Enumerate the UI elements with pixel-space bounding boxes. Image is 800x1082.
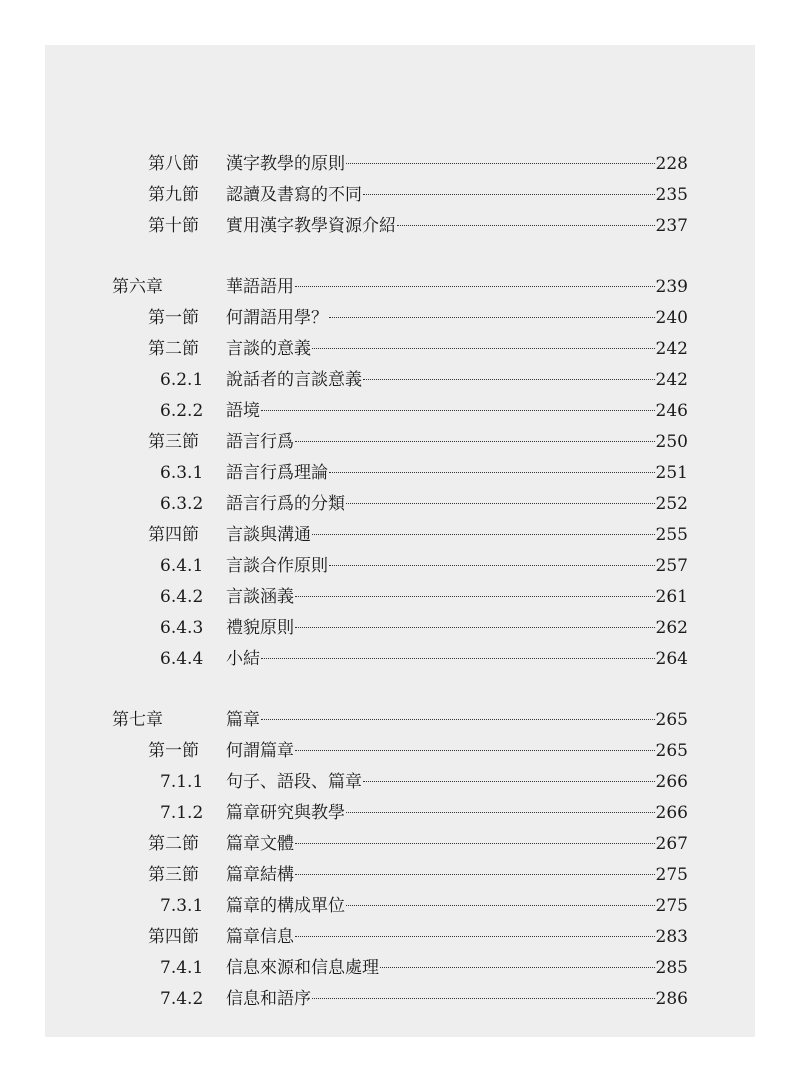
toc-entry-ch[interactable] [45, 705, 755, 736]
toc-entry-number: 第三節 [148, 432, 199, 452]
toc-entry-number: 6.4.4 [160, 649, 204, 669]
toc-entry-number: 7.4.2 [160, 989, 204, 1009]
toc-entry-title: 篇章的構成單位 [226, 896, 345, 916]
toc-entry-title: 語言行爲 [226, 432, 294, 452]
dot-leader [363, 379, 655, 380]
toc-entry-number: 第一節 [148, 741, 199, 761]
toc-entry-page-number: 237 [655, 216, 688, 236]
toc-entry-line [226, 798, 688, 829]
dot-leader [329, 565, 655, 566]
dot-leader [295, 286, 655, 287]
toc-entry-title: 篇章 [226, 710, 260, 730]
dot-leader [261, 410, 655, 411]
toc-entry-sec[interactable] [45, 303, 755, 334]
toc-entry-page-number: 266 [655, 772, 688, 792]
dot-leader [261, 719, 655, 720]
toc-entry-page-number: 265 [655, 741, 688, 761]
dot-leader [295, 874, 655, 875]
toc-entry-title: 華語語用 [226, 277, 294, 297]
toc-entry-number: 7.3.1 [160, 896, 204, 916]
toc-entry-sub[interactable] [45, 365, 755, 396]
dot-leader [295, 843, 655, 844]
book-page [45, 45, 755, 1037]
toc-entry-title: 言談與溝通 [226, 525, 311, 545]
toc-entry-line [226, 551, 688, 582]
toc-entry-line [226, 272, 688, 303]
table-of-contents [45, 149, 755, 1015]
toc-entry-title: 語言行爲理論 [226, 463, 328, 483]
toc-entry-page-number: 242 [655, 370, 688, 390]
toc-entry-title: 實用漢字教學資源介紹 [226, 216, 396, 236]
dot-leader [261, 658, 655, 659]
toc-entry-line [226, 211, 688, 242]
dot-leader [295, 936, 655, 937]
dot-leader [329, 317, 655, 318]
toc-entry-title: 何謂語用學？ [226, 308, 328, 328]
toc-entry-title: 篇章研究與教學 [226, 803, 345, 823]
dot-leader [346, 163, 655, 164]
toc-entry-number: 第八節 [148, 154, 199, 174]
toc-entry-line [226, 582, 688, 613]
toc-entry-title: 篇章文體 [226, 834, 294, 854]
dot-leader [312, 998, 655, 999]
toc-entry-page-number: 257 [655, 556, 688, 576]
toc-entry-page-number: 275 [655, 865, 688, 885]
toc-entry-sec[interactable] [45, 860, 755, 891]
toc-entry-title: 信息和語序 [226, 989, 311, 1009]
toc-entry-title: 言談的意義 [226, 339, 311, 359]
dot-leader [312, 348, 655, 349]
toc-entry-page-number: 235 [655, 185, 688, 205]
toc-entry-line [226, 860, 688, 891]
toc-entry-sub[interactable] [45, 489, 755, 520]
toc-entry-title: 篇章信息 [226, 927, 294, 947]
toc-entry-title: 句子、語段、篇章 [226, 772, 362, 792]
toc-entry-page-number: 251 [655, 463, 688, 483]
toc-entry-sub[interactable] [45, 551, 755, 582]
toc-entry-line [226, 365, 688, 396]
toc-entry-number: 第二節 [148, 339, 199, 359]
toc-entry-title: 篇章結構 [226, 865, 294, 885]
toc-entry-page-number: 266 [655, 803, 688, 823]
toc-entry-sec[interactable] [45, 736, 755, 767]
toc-entry-line [226, 613, 688, 644]
toc-entry-number: 6.2.2 [160, 401, 204, 421]
toc-entry-number: 7.4.1 [160, 958, 204, 978]
toc-entry-ch[interactable] [45, 272, 755, 303]
dot-leader [312, 534, 655, 535]
toc-entry-page-number: 267 [655, 834, 688, 854]
section-spacer [45, 242, 755, 272]
toc-entry-line [226, 520, 688, 551]
toc-entry-line [226, 303, 688, 334]
toc-entry-number: 第六章 [112, 277, 163, 297]
toc-entry-number: 第一節 [148, 308, 199, 328]
toc-entry-line [226, 427, 688, 458]
dot-leader [295, 627, 655, 628]
dot-leader [363, 194, 655, 195]
toc-entry-line [226, 736, 688, 767]
toc-entry-line [226, 922, 688, 953]
toc-entry-title: 信息來源和信息處理 [226, 958, 379, 978]
toc-entry-sec[interactable] [45, 829, 755, 860]
toc-entry-page-number: 275 [655, 896, 688, 916]
toc-entry-page-number: 286 [655, 989, 688, 1009]
toc-entry-line [226, 953, 688, 984]
toc-entry-page-number: 283 [655, 927, 688, 947]
toc-entry-page-number: 264 [655, 649, 688, 669]
toc-entry-line [226, 180, 688, 211]
dot-leader [397, 225, 655, 226]
toc-entry-number: 第九節 [148, 185, 199, 205]
toc-entry-line [226, 396, 688, 427]
toc-entry-sub[interactable] [45, 891, 755, 922]
toc-entry-page-number: 242 [655, 339, 688, 359]
toc-entry-page-number: 240 [655, 308, 688, 328]
toc-entry-page-number: 252 [655, 494, 688, 514]
toc-entry-number: 第七章 [112, 710, 163, 730]
toc-entry-page-number: 246 [655, 401, 688, 421]
toc-entry-number: 第四節 [148, 525, 199, 545]
toc-entry-number: 第十節 [148, 216, 199, 236]
toc-entry-number: 6.3.1 [160, 463, 204, 483]
toc-entry-number: 7.1.1 [160, 772, 204, 792]
dot-leader [363, 781, 655, 782]
toc-entry-page-number: 250 [655, 432, 688, 452]
dot-leader [346, 503, 655, 504]
toc-entry-line [226, 767, 688, 798]
toc-entry-sub[interactable] [45, 953, 755, 984]
toc-entry-line [226, 644, 688, 675]
toc-entry-sub[interactable] [45, 613, 755, 644]
toc-entry-page-number: 285 [655, 958, 688, 978]
toc-entry-sub[interactable] [45, 984, 755, 1015]
toc-entry-page-number: 228 [655, 154, 688, 174]
dot-leader [329, 472, 655, 473]
toc-entry-title: 語境 [226, 401, 260, 421]
toc-entry-sub[interactable] [45, 458, 755, 489]
dot-leader [295, 750, 655, 751]
toc-entry-number: 第三節 [148, 865, 199, 885]
toc-entry-number: 第四節 [148, 927, 199, 947]
toc-entry-page-number: 265 [655, 710, 688, 730]
toc-entry-sub[interactable] [45, 582, 755, 613]
toc-entry-line [226, 149, 688, 180]
section-spacer [45, 675, 755, 705]
toc-entry-page-number: 255 [655, 525, 688, 545]
toc-entry-number: 6.4.3 [160, 618, 204, 638]
toc-entry-sub[interactable] [45, 396, 755, 427]
toc-entry-sec[interactable] [45, 922, 755, 953]
dot-leader [346, 812, 655, 813]
dot-leader [295, 441, 655, 442]
dot-leader [295, 596, 655, 597]
toc-entry-line [226, 334, 688, 365]
toc-entry-title: 漢字教學的原則 [226, 154, 345, 174]
toc-entry-title: 語言行爲的分類 [226, 494, 345, 514]
toc-entry-line [226, 705, 688, 736]
toc-entry-sec[interactable] [45, 211, 755, 242]
toc-entry-line [226, 829, 688, 860]
toc-entry-sub[interactable] [45, 798, 755, 829]
toc-entry-line [226, 891, 688, 922]
toc-entry-line [226, 458, 688, 489]
toc-entry-page-number: 261 [655, 587, 688, 607]
toc-entry-title: 言談涵義 [226, 587, 294, 607]
toc-entry-number: 6.4.1 [160, 556, 204, 576]
toc-entry-title: 言談合作原則 [226, 556, 328, 576]
toc-entry-sec[interactable] [45, 520, 755, 551]
toc-entry-sec[interactable] [45, 334, 755, 365]
toc-entry-title: 小結 [226, 649, 260, 669]
dot-leader [380, 967, 655, 968]
toc-entry-sub[interactable] [45, 644, 755, 675]
toc-entry-title: 何謂篇章 [226, 741, 294, 761]
toc-entry-line [226, 489, 688, 520]
toc-entry-sec[interactable] [45, 180, 755, 211]
toc-entry-sec[interactable] [45, 427, 755, 458]
toc-entry-sub[interactable] [45, 767, 755, 798]
toc-entry-page-number: 262 [655, 618, 688, 638]
toc-entry-page-number: 239 [655, 277, 688, 297]
toc-entry-title: 認讀及書寫的不同 [226, 185, 362, 205]
toc-entry-number: 6.2.1 [160, 370, 204, 390]
dot-leader [346, 905, 655, 906]
toc-entry-line [226, 984, 688, 1015]
toc-entry-title: 禮貌原則 [226, 618, 294, 638]
toc-entry-number: 6.4.2 [160, 587, 204, 607]
toc-entry-title: 說話者的言談意義 [226, 370, 362, 390]
toc-entry-sec[interactable] [45, 149, 755, 180]
toc-entry-number: 第二節 [148, 834, 199, 854]
toc-entry-number: 7.1.2 [160, 803, 204, 823]
toc-entry-number: 6.3.2 [160, 494, 204, 514]
